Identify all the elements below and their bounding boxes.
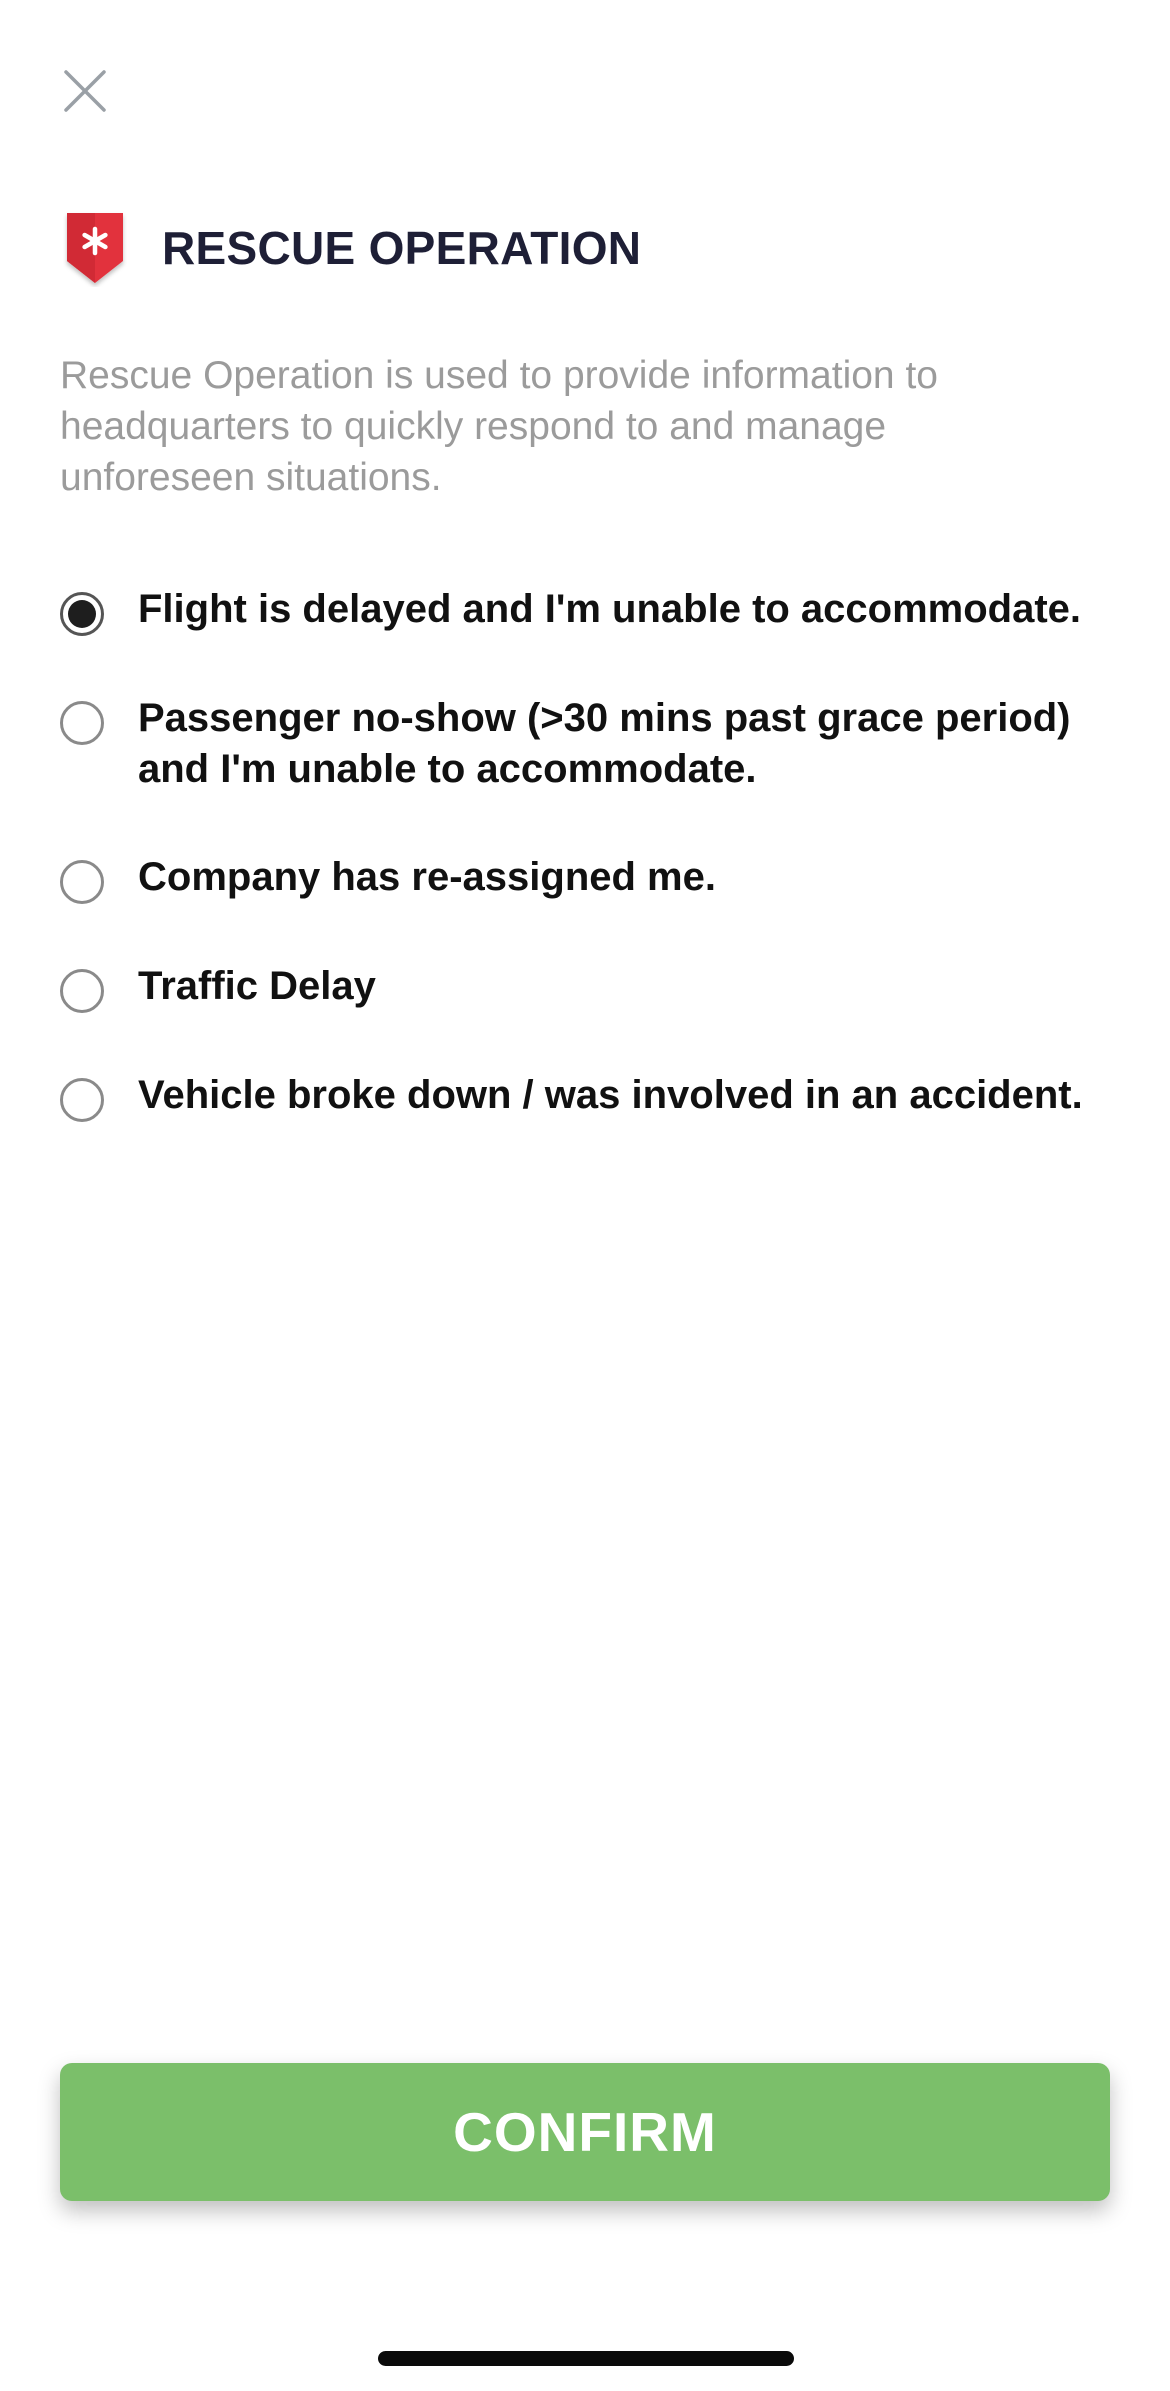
option-reassigned[interactable]: [60, 852, 1120, 904]
option-label: Traffic Delay: [138, 964, 376, 1008]
confirm-button[interactable]: CONFIRM: [60, 2063, 1110, 2201]
option-label: Company has re-assigned me.: [138, 855, 716, 899]
close-icon: [63, 69, 107, 113]
radio-button-selected[interactable]: [60, 592, 104, 636]
close-button[interactable]: [56, 62, 114, 120]
option-traffic-delay[interactable]: [60, 961, 1120, 1013]
option-vehicle-breakdown[interactable]: [60, 1070, 1120, 1122]
radio-button[interactable]: [60, 860, 104, 904]
option-label: Vehicle broke down / was involved in an accident.: [138, 1073, 1083, 1117]
option-passenger-no-show[interactable]: [60, 693, 1120, 795]
page-title: RESCUE OPERATION: [162, 222, 642, 274]
radio-button[interactable]: [60, 701, 104, 745]
description-text: Rescue Operation is used to provide information to headquarters to quickly respond to and manage unforeseen situations.: [60, 354, 938, 499]
reason-options: [60, 584, 1120, 1122]
page-header: [60, 208, 641, 288]
option-label: Passenger no-show (>30 mins past grace period) and I'm unable to accommodate.: [138, 696, 1071, 791]
radio-button[interactable]: [60, 1078, 104, 1122]
radio-button[interactable]: [60, 969, 104, 1013]
shield-asterisk-icon: [60, 208, 130, 288]
home-indicator: [378, 2351, 794, 2366]
option-label: Flight is delayed and I'm unable to accommodate.: [138, 587, 1082, 631]
option-flight-delayed[interactable]: [60, 584, 1120, 636]
